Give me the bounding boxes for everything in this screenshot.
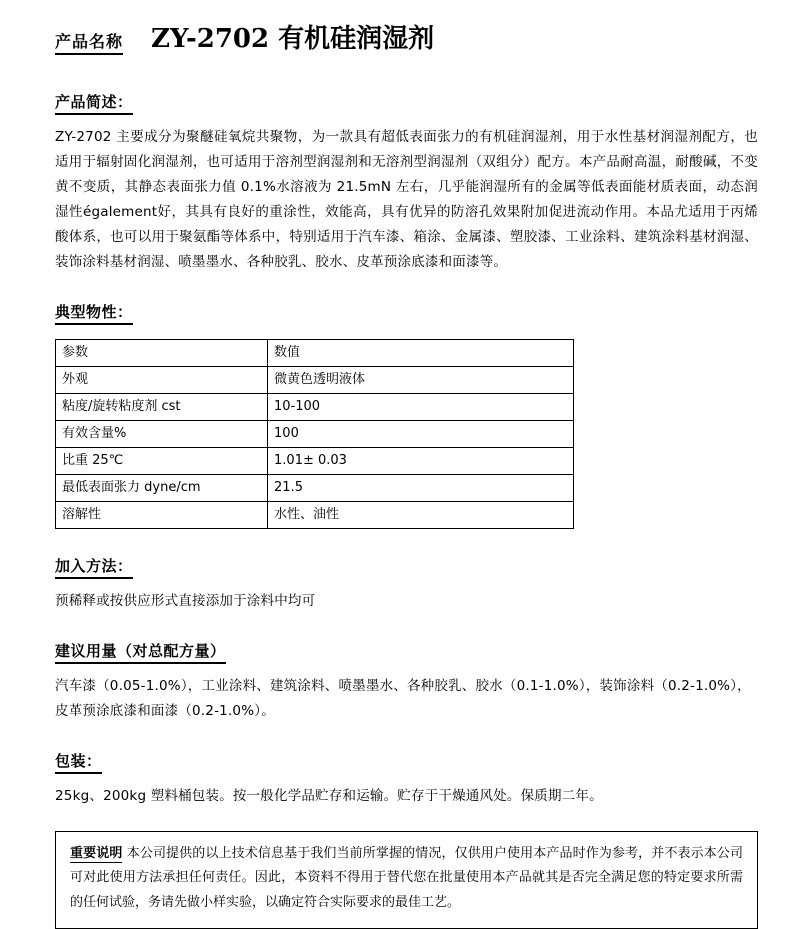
intro-heading: 产品简述： [55, 91, 133, 115]
properties-heading: 典型物性： [55, 301, 133, 325]
table-row [56, 393, 574, 420]
table-row [56, 420, 574, 447]
table-cell-value: 10-100 [268, 393, 574, 420]
page-title [151, 18, 434, 55]
table-header-cell: 数值 [268, 339, 574, 366]
packaging-heading: 包装： [55, 750, 102, 774]
product-title-name: 有机硅润湿剂 [278, 24, 435, 54]
notice-body: 本公司提供的以上技术信息基于我们当前所掌握的情况，仅供用户使用本产品时作为参考，并不表示本公司可对此使用方法承担任何责任。因此，本资料不得用于替代您在批量使用本产品就其是否完全满足您的特定要求所需的任何试验，务请先做小样实验，以确定符合实际要求的最佳工艺。 [70, 845, 743, 911]
product-code: ZY-2702 [151, 24, 270, 54]
packaging-body: 25kg、200kg 塑料桶包装。按一般化学品贮存和运输。贮存于干燥通风处。保质期二年。 [55, 787, 603, 804]
table-row [56, 366, 574, 393]
table-cell-value: 100 [268, 420, 574, 447]
dosage-body-line2: 皮革预涂底漆和面漆（0.2-1.0%）。 [55, 702, 275, 719]
section-addition [55, 529, 758, 614]
table-row [56, 474, 574, 501]
table-cell-param: 外观 [56, 366, 268, 393]
section-properties [55, 275, 758, 529]
section-packaging [55, 724, 758, 809]
intro-body: ZY-2702 主要成分为聚醚硅氧烷共聚物，为一款具有超低表面张力的有机硅润湿剂，用于水性基材润湿剂配方，也适用于辐射固化润湿剂，也可适用于溶剂型润湿剂和无溶剂型润湿剂（双组分）配方。本产品耐高温，耐酸碱，不变黄不变质，其静态表面张力值 0.1%水溶液为 21.5mN 左右，几乎能润湿所有的金属等低表面能材质表面，动态润湿性également好，其具有良好的重涂性，效能高，具有优异的防溶孔效果附加促进流动作用。本品尤适用于丙烯酸体系，也可以用于聚氨酯等体系中，特别适用于汽车漆、箱涂、金属漆、塑胶漆、工业涂料、建筑涂料基材润湿、装饰涂料基材润湿、喷墨墨水、各种胶乳、胶水、皮革预涂底漆和面漆等。 [55, 129, 758, 270]
table-cell-value: 水性、油性 [268, 501, 574, 528]
important-notice-box [55, 831, 758, 929]
section-dosage [55, 614, 758, 724]
table-header-row [56, 339, 574, 366]
addition-heading: 加入方法： [55, 555, 133, 579]
table-cell-value: 21.5 [268, 474, 574, 501]
properties-table [55, 339, 574, 529]
dosage-body-line1: 汽车漆（0.05-1.0%），工业涂料、建筑涂料、喷墨墨水、各种胶乳、胶水（0.1-1.0%），装饰涂料（0.2-1.0%）， [55, 677, 751, 694]
document-title-row [55, 18, 758, 55]
table-cell-param: 粘度/旋转粘度剂 cst [56, 393, 268, 420]
section-intro [55, 65, 758, 275]
table-cell-param: 溶解性 [56, 501, 268, 528]
addition-body: 预稀释或按供应形式直接添加于涂料中均可 [55, 592, 316, 609]
table-row [56, 501, 574, 528]
table-cell-param: 最低表面张力 dyne/cm [56, 474, 268, 501]
table-cell-value: 微黄色透明液体 [268, 366, 574, 393]
table-row [56, 447, 574, 474]
table-cell-value: 1.01± 0.03 [268, 447, 574, 474]
table-cell-param: 比重 25℃ [56, 447, 268, 474]
notice-label: 重要说明 [70, 845, 123, 861]
table-cell-param: 有效含量% [56, 420, 268, 447]
table-header-cell: 参数 [56, 339, 268, 366]
dosage-heading: 建议用量（对总配方量） [55, 640, 226, 664]
product-name-label: 产品名称 [55, 29, 123, 55]
